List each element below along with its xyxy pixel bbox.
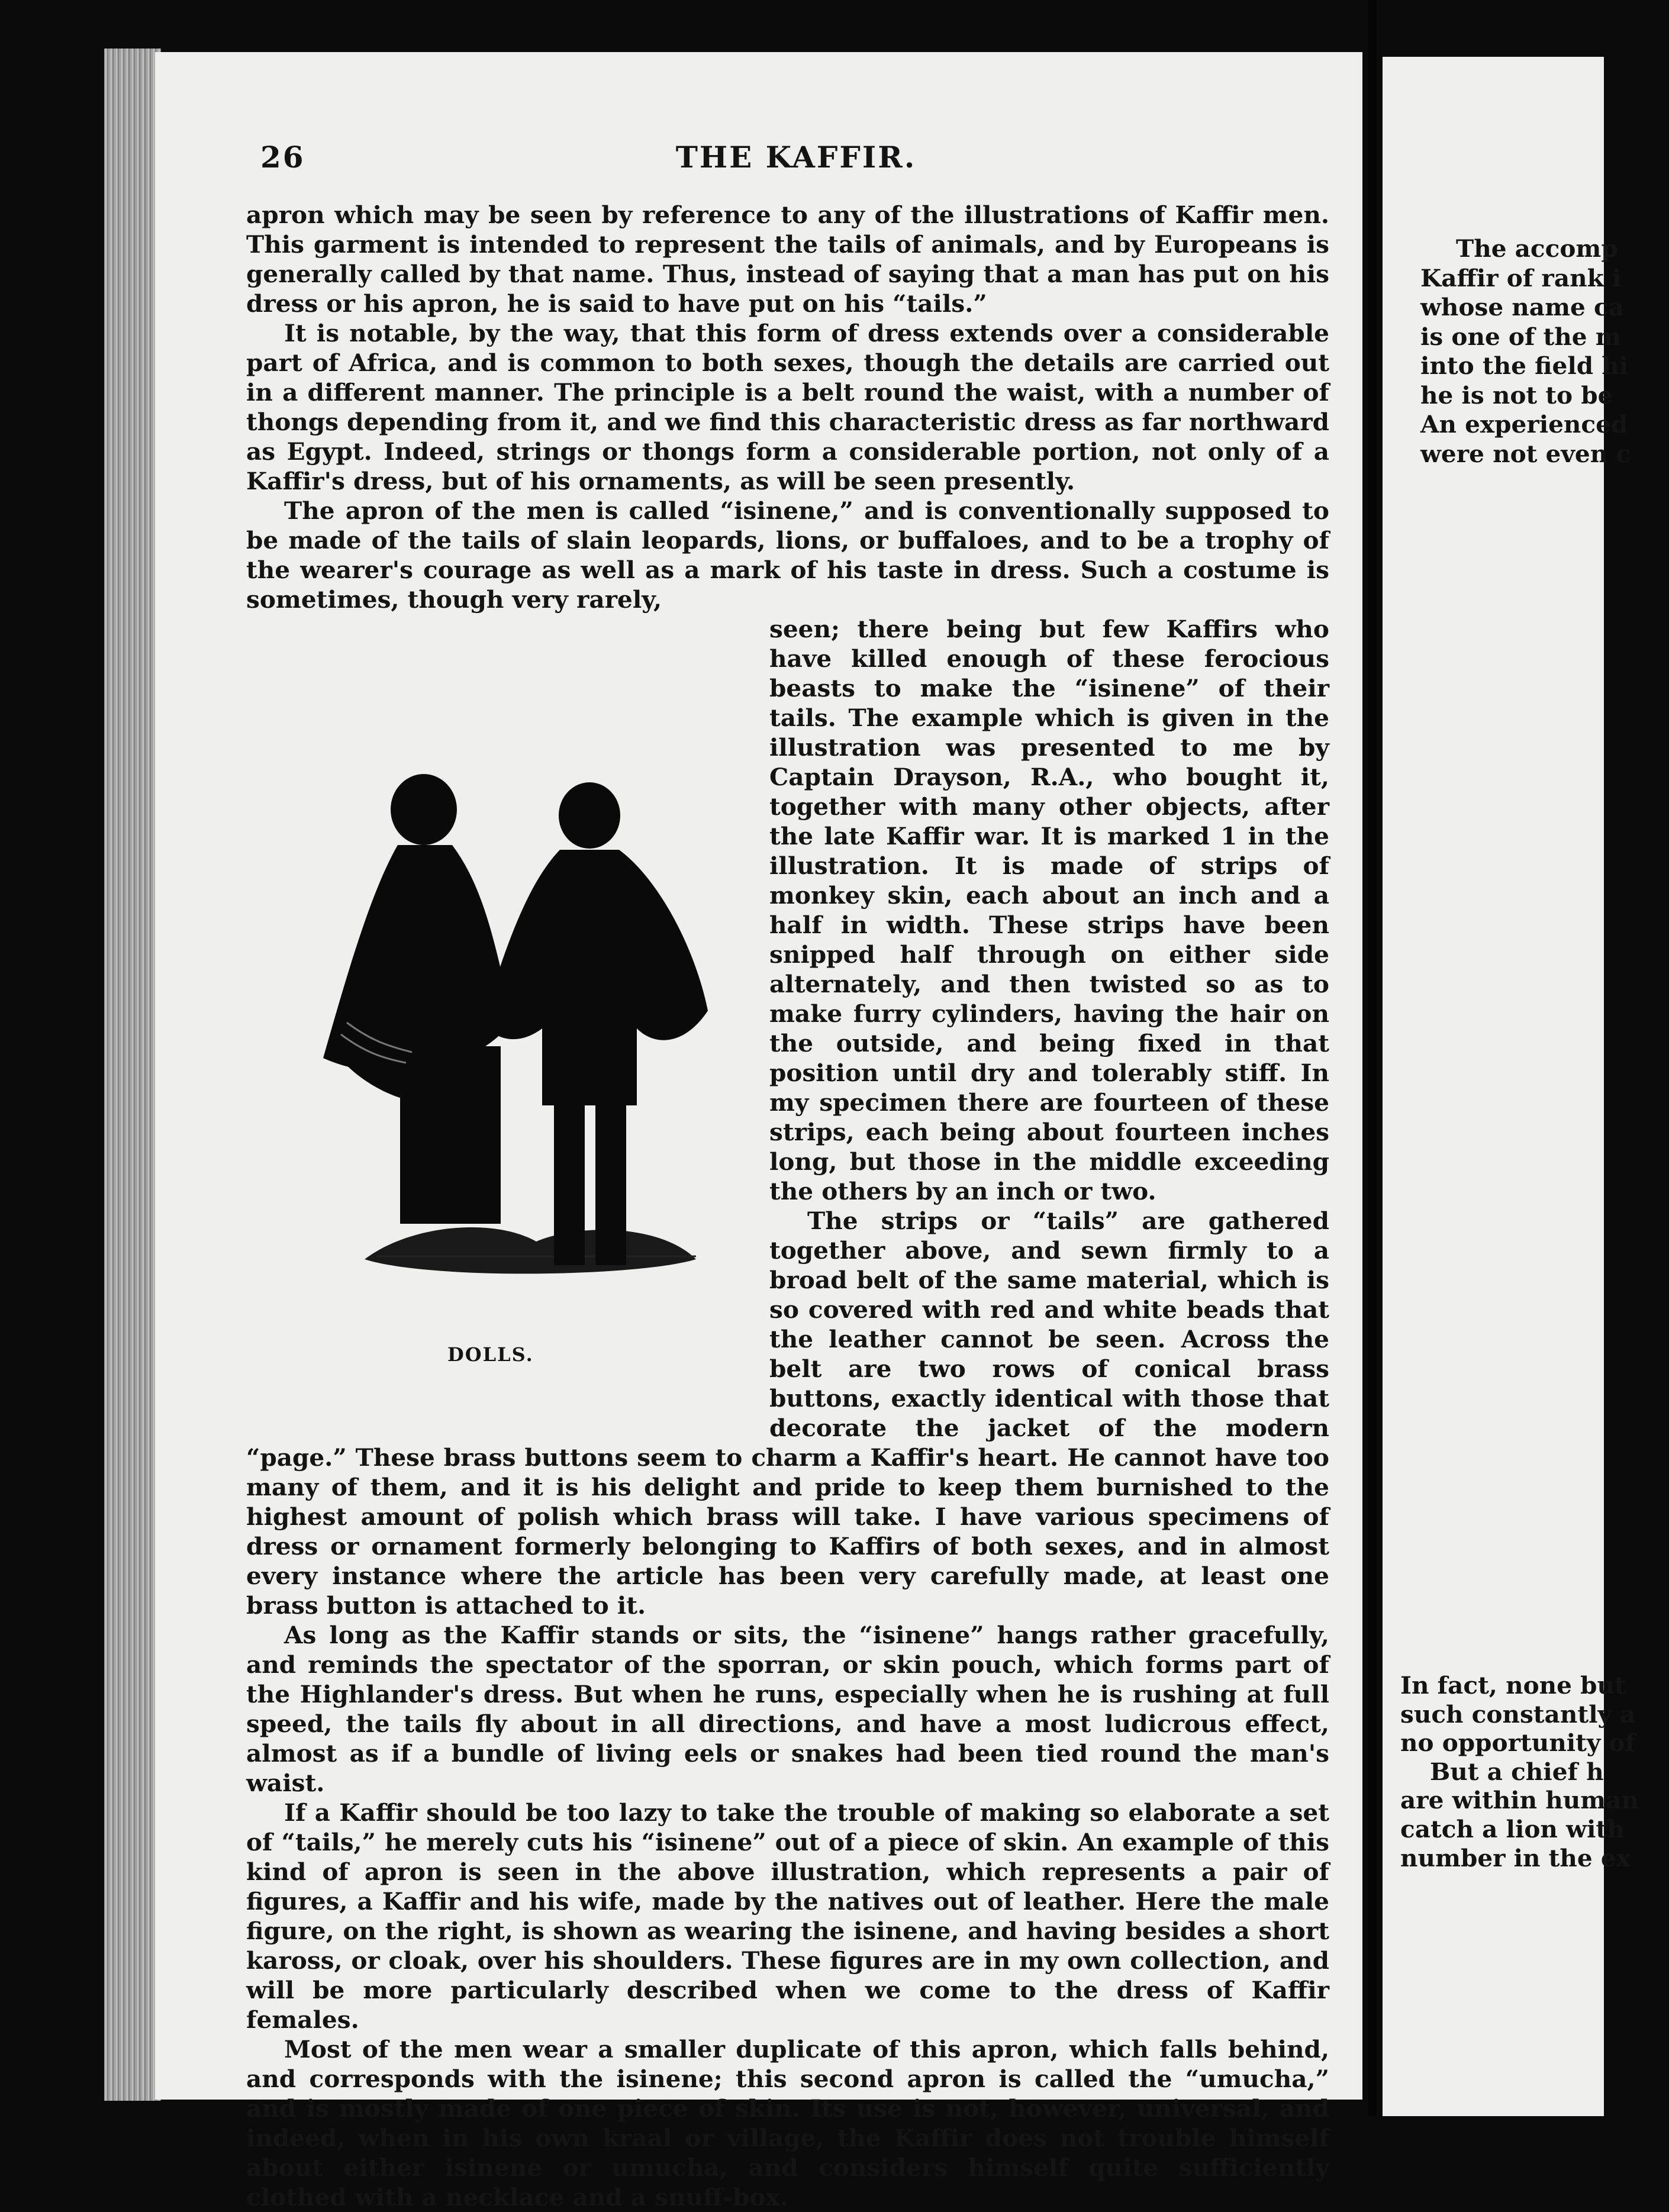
paragraph-7: Most of the men wear a smaller duplicate of this apron, which falls behind, and corresponds with the isinene; this second apron is called the “umucha,” and is mostly made of one piece of skin. Its use is not, however, universal, and indeed, when in his own kraal or village, the Kaffir does not trouble himself about either isinene or umucha, and considers himself quite sufficiently clothed with a necklace and a snuff-box. — [246, 2035, 1329, 2211]
text-line: An experienced — [1420, 410, 1628, 438]
text-line: he is not to be — [1420, 381, 1613, 409]
paragraph-1: apron which may be seen by reference to any of the illustrations of Kaffir men. This garment is intended to represent the tails of animals, and by Europeans is generally called by that name. Thus, instead of saying that a man has put on his dress or his apron, he is said to have put on his “tails.” — [246, 201, 1329, 318]
text-line: were not even c — [1420, 439, 1631, 468]
page-gutter — [1368, 0, 1377, 2116]
page-number: 26 — [260, 140, 305, 175]
dolls-illustration — [246, 614, 761, 1414]
paragraph-5: As long as the Kaffir stands or sits, the “isinene” hangs rather gracefully, and reminds the spectator of the sporran, or skin pouch, which forms part of the Highlander's dress. But when he runs, especially when he is rushing at full speed, the tails fly about in all directions, and have a most ludicrous effect, almost as if a bundle of living eels or snakes had been tied round the man's waist. — [246, 1621, 1329, 1797]
book-page-edges — [104, 49, 161, 2101]
body-text — [246, 200, 1329, 2212]
figure-caption: DOLLS. — [447, 1343, 534, 1366]
page-header — [260, 140, 1332, 175]
paragraph-6: If a Kaffir should be too lazy to take the trouble of making so elaborate a set of “tails,” he merely cuts his “isinene” out of a piece of skin. An example of this kind of apron is seen in the above illustration, which represents a pair of figures, a Kaffir and his wife, made by the natives out of leather. Here the male figure, on the right, is shown as wearing the isinene, and having besides a short kaross, or cloak, over his shoulders. These figures are in my own collection, and will be more particularly described when we come to the dress of Kaffir females. — [246, 1798, 1329, 2034]
text-line: are within human — [1400, 1786, 1639, 1815]
text-line: Kaffir of rank i — [1420, 263, 1622, 292]
paragraph-3-start: The apron of the men is called “isinene,” and is conventionally supposed to be made of the tails of slain leopards, lions, or buffaloes, and to be a trophy of the wearer's courage as well as a mark of his taste in dress. Such a costume is sometimes, though very rarely, — [246, 496, 1329, 614]
right-page — [1383, 57, 1639, 2116]
paragraph-3-continued: seen; there being but few Kaffirs who have killed enough of these ferocious beasts to make the “isinene” of their tails. The example which is given in the illustration was presented to me by Captain Drayson, R.A., who bought it, together with many other objects, after the late Kaffir war. It is marked 1 in the illustration. It is made of strips of monkey skin, each about an inch and a half in width. These strips have been snipped half through on either side alternately, and then twisted so as to make furry cylinders, having the hair on the outside, and being fixed in that position until dry and tolerably stiff. In my specimen there are fourteen of these strips, each being about fourteen inches long, but those in the middle exceeding the others by an inch or two. — [769, 615, 1329, 1205]
text-line: whose name ca — [1420, 293, 1624, 321]
right-page-upper-text — [1420, 234, 1669, 469]
right-page-lower-text — [1400, 1671, 1649, 1872]
text-line: such constantly a — [1400, 1700, 1636, 1729]
text-line: catch a lion with — [1400, 1814, 1625, 1843]
running-head: THE KAFFIR. — [675, 140, 917, 175]
paragraph-4: The strips or “tails” are gathered together above, and sewn firmly to a broad belt of the same material, which is so covered with red and white beads that the leather cannot be seen. Across the belt are two rows of conical brass buttons, exactly identical with those that decorate the jacket of the modern “page.” These brass buttons seem to charm a Kaffir's heart. He cannot have too many of them, and it is his delight and pride to keep them burnished to the highest amount of polish which brass will take. I have various specimens of dress or ornament formerly belonging to Kaffirs of both sexes, and in almost every instance where the article has been very carefully made, at least one brass button is attached to it. — [246, 1207, 1329, 1620]
text-line: into the field hi — [1420, 352, 1629, 380]
text-line: The accomp — [1456, 234, 1618, 263]
text-line: is one of the m — [1420, 322, 1621, 351]
text-line: number in the ex — [1400, 1843, 1631, 1872]
paragraph-2: It is notable, by the way, that this form of dress extends over a considerable part of Africa, and is common to both sexes, though the details are carried out in a different manner. The principle is a belt round the waist, with a number of thongs depending from it, and we find this characteristic dress as far northward as Egypt. Indeed, strings or thongs form a considerable portion, not only of a Kaffir's dress, but of his ornaments, as will be seen presently. — [246, 319, 1329, 495]
text-line: But a chief h — [1430, 1757, 1604, 1786]
dolls-silhouette-image — [282, 691, 732, 1318]
text-line: In fact, none but — [1400, 1671, 1626, 1700]
left-page — [155, 52, 1362, 2211]
text-line: no opportunity of — [1400, 1729, 1636, 1758]
